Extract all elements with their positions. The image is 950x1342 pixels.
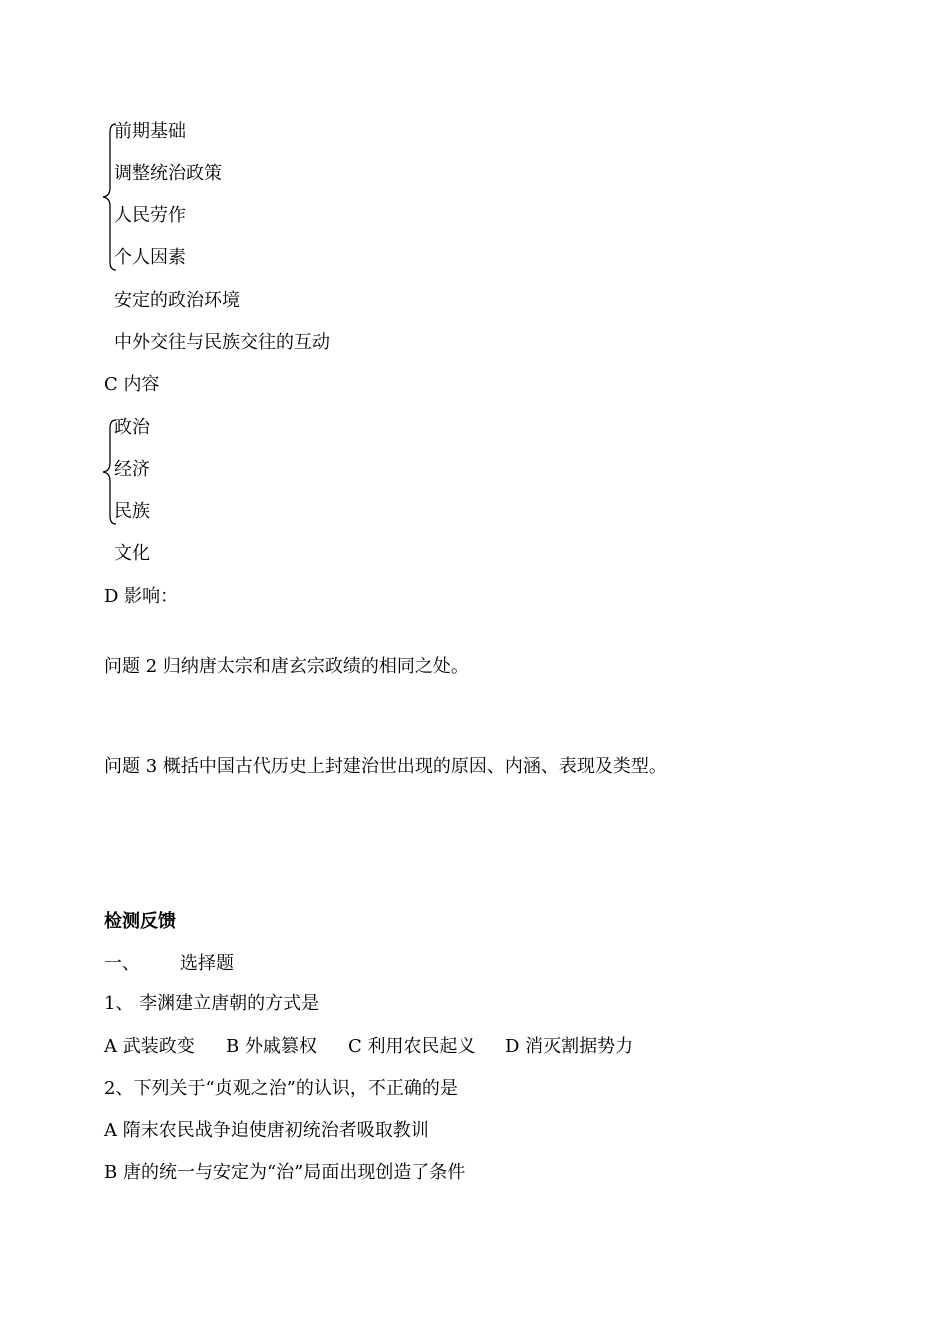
question-2: 问题 2 归纳唐太宗和唐玄宗政绩的相同之处。 (104, 656, 469, 677)
q2-stem: 2、下列关于“贞观之治”的认识，不正确的是 (104, 1078, 458, 1099)
content-item-ethnicity: 民族 (114, 501, 150, 522)
reason-extra-2: 中外交往与民族交往的互动 (114, 332, 330, 353)
q1-option-b: B 外戚篡权 (226, 1036, 317, 1057)
q1-option-d: D 消灭割据势力 (505, 1036, 634, 1057)
q1-option-a: A 武装政变 (104, 1036, 195, 1057)
content-item-politics: 政治 (114, 417, 150, 438)
feedback-title: 检测反馈 (104, 911, 176, 932)
reason-item-2: 调整统治政策 (114, 163, 222, 184)
q1-option-c: C 利用农民起义 (348, 1036, 476, 1057)
content-item-culture: 文化 (114, 543, 150, 564)
reason-extra-1: 安定的政治环境 (114, 290, 240, 311)
content-item-economy: 经济 (114, 459, 150, 480)
q2-option-b: B 唐的统一与安定为“治”局面出现创造了条件 (104, 1162, 466, 1183)
part-label: 选择题 (180, 953, 234, 974)
reason-item-1: 前期基础 (114, 121, 186, 142)
part-number: 一、 (104, 953, 140, 974)
section-d-heading: D 影响： (104, 586, 179, 607)
q2-option-a: A 隋末农民战争迫使唐初统治者吸取教训 (104, 1120, 429, 1141)
reason-item-3: 人民劳作 (114, 205, 186, 226)
question-3: 问题 3 概括中国古代历史上封建治世出现的原因、内涵、表现及类型。 (104, 756, 667, 777)
part-heading (104, 953, 234, 975)
q1-stem: 1、 李渊建立唐朝的方式是 (104, 993, 320, 1014)
reason-item-4: 个人因素 (114, 247, 186, 268)
section-c-heading: C 内容 (104, 374, 160, 395)
